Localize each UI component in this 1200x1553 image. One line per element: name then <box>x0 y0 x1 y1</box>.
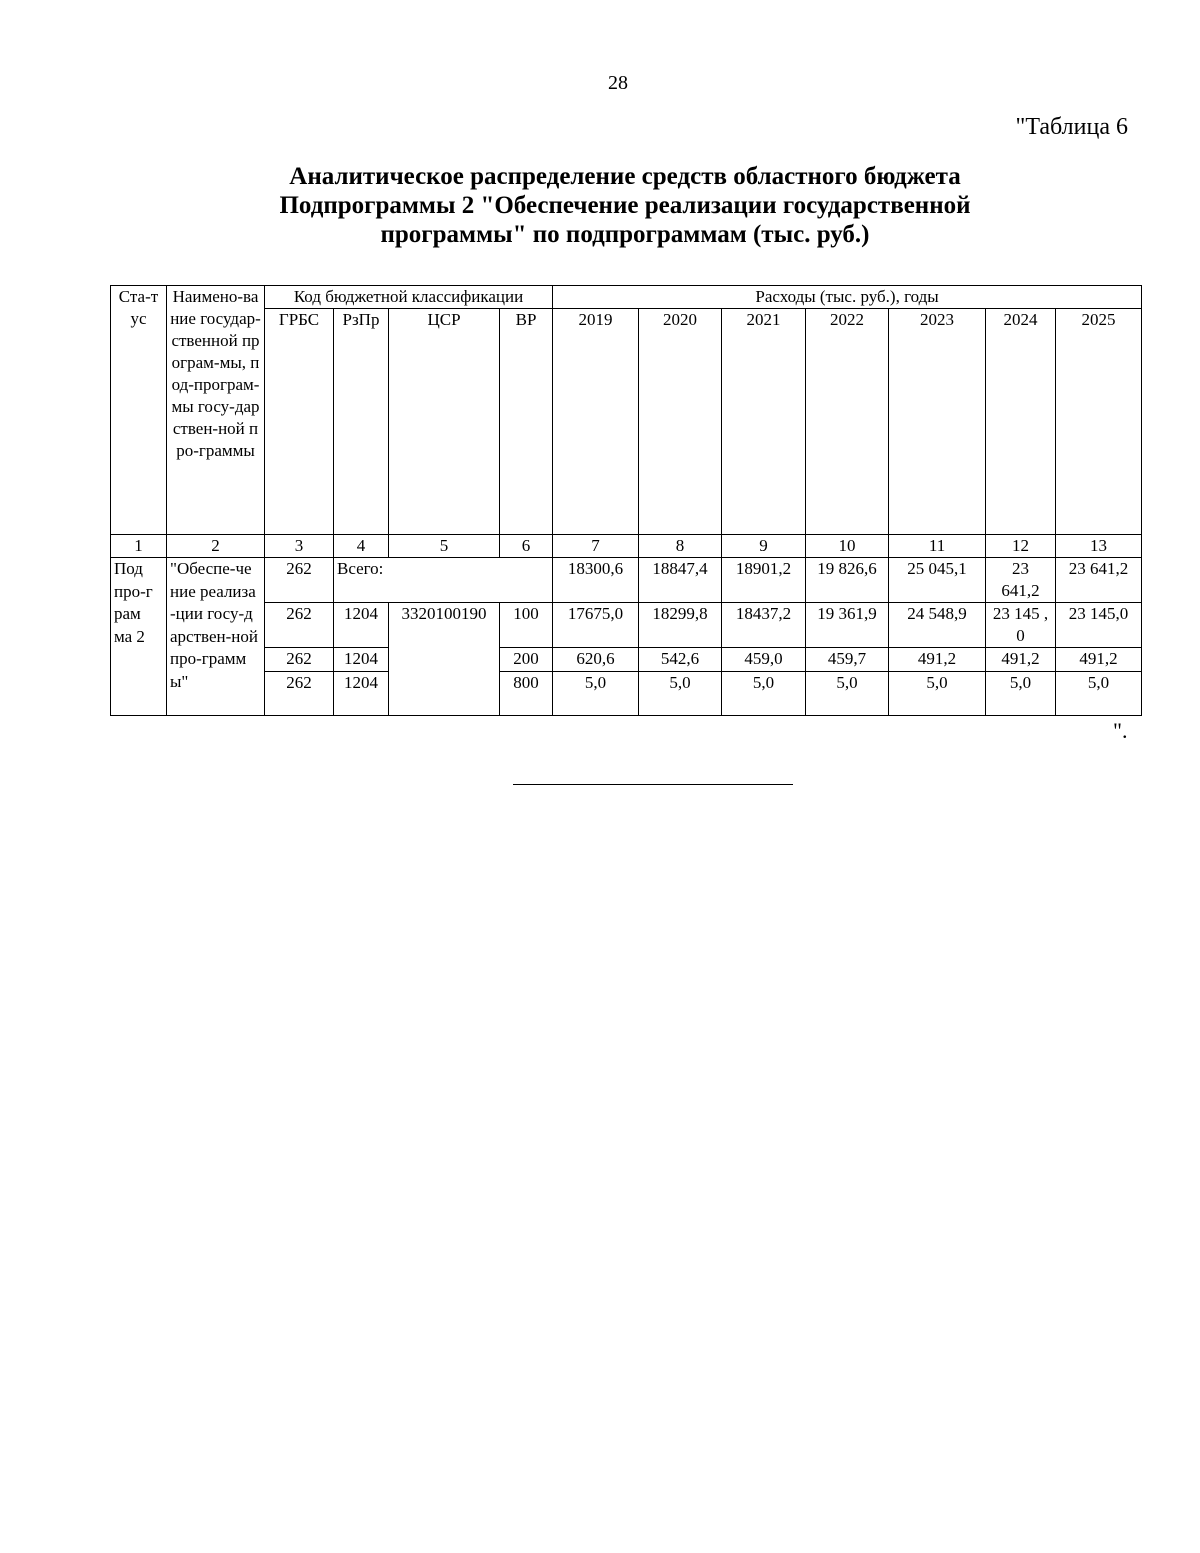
rzpr-cell: 1204 <box>334 603 389 648</box>
header-status: Ста-тус <box>111 286 167 535</box>
page-number: 28 <box>608 72 628 94</box>
column-number: 7 <box>553 535 639 558</box>
value-cell: 18299,8 <box>639 603 722 648</box>
value-cell: 542,6 <box>639 648 722 672</box>
value-cell: 18437,2 <box>722 603 806 648</box>
program-name-cell: "Обеспе-чение реализа-ции госу-дарствен-ной про-граммы" <box>167 558 265 716</box>
column-number: 13 <box>1056 535 1142 558</box>
title-line-3: программы" по подпрограммам (тыс. руб.) <box>380 221 870 248</box>
column-number: 6 <box>500 535 553 558</box>
rzpr-cell: 1204 <box>334 648 389 672</box>
value-cell: 491,2 <box>1056 648 1142 672</box>
grbs-cell: 262 <box>265 603 334 648</box>
header-year: 2025 <box>1056 309 1142 535</box>
value-cell: 19 826,6 <box>806 558 889 603</box>
value-cell: 5,0 <box>553 672 639 716</box>
column-number: 5 <box>389 535 500 558</box>
value-cell: 24 548,9 <box>889 603 986 648</box>
value-cell: 5,0 <box>986 672 1056 716</box>
table-caption: "Таблица 6 <box>1015 114 1128 140</box>
column-number: 2 <box>167 535 265 558</box>
closing-quote: ". <box>1113 718 1128 743</box>
column-number-row <box>111 535 1142 558</box>
value-cell: 25 045,1 <box>889 558 986 603</box>
header-year: 2019 <box>553 309 639 535</box>
header-budget-code: Код бюджетной классификации <box>265 286 553 309</box>
table-row <box>111 672 1142 716</box>
column-number: 11 <box>889 535 986 558</box>
grbs-cell: 262 <box>265 648 334 672</box>
value-cell: 5,0 <box>722 672 806 716</box>
value-cell: 5,0 <box>1056 672 1142 716</box>
table-row <box>111 603 1142 648</box>
vr-cell: 200 <box>500 648 553 672</box>
header-name: Наимено-вание государ-ственной програм-мы, под-програм-мы госу-дарствен-ной про-граммы <box>167 286 265 535</box>
csr-cell <box>389 648 500 672</box>
total-label: Всего: <box>334 558 553 603</box>
column-number: 9 <box>722 535 806 558</box>
header-row-2 <box>111 309 1142 535</box>
value-cell: 5,0 <box>639 672 722 716</box>
budget-table <box>110 285 1142 716</box>
header-year: 2021 <box>722 309 806 535</box>
value-cell: 23 641,2 <box>986 558 1056 603</box>
value-cell: 491,2 <box>889 648 986 672</box>
header-year: 2024 <box>986 309 1056 535</box>
value-cell: 19 361,9 <box>806 603 889 648</box>
column-number: 12 <box>986 535 1056 558</box>
rzpr-cell: 1204 <box>334 672 389 716</box>
document-title <box>110 162 1140 249</box>
header-year: 2020 <box>639 309 722 535</box>
grbs-cell: 262 <box>265 558 334 603</box>
header-csr: ЦСР <box>389 309 500 535</box>
column-number: 1 <box>111 535 167 558</box>
header-rzpr: РзПр <box>334 309 389 535</box>
header-grbs: ГРБС <box>265 309 334 535</box>
table-row-total <box>111 558 1142 603</box>
vr-cell: 100 <box>500 603 553 648</box>
vr-cell: 800 <box>500 672 553 716</box>
header-row-1 <box>111 286 1142 309</box>
column-number: 8 <box>639 535 722 558</box>
value-cell: 5,0 <box>806 672 889 716</box>
value-cell: 23 145,0 <box>1056 603 1142 648</box>
csr-cell <box>389 672 500 716</box>
header-vr: ВР <box>500 309 553 535</box>
table-row <box>111 648 1142 672</box>
column-number: 10 <box>806 535 889 558</box>
value-cell: 23 145 ,0 <box>986 603 1056 648</box>
column-number: 4 <box>334 535 389 558</box>
value-cell: 5,0 <box>889 672 986 716</box>
title-line-2: Подпрограммы 2 "Обеспечение реализации государственной <box>279 192 971 219</box>
value-cell: 620,6 <box>553 648 639 672</box>
value-cell: 491,2 <box>986 648 1056 672</box>
value-cell: 23 641,2 <box>1056 558 1142 603</box>
header-year: 2022 <box>806 309 889 535</box>
value-cell: 18847,4 <box>639 558 722 603</box>
title-line-1: Аналитическое распределение средств областного бюджета <box>289 163 961 190</box>
value-cell: 17675,0 <box>553 603 639 648</box>
value-cell: 459,7 <box>806 648 889 672</box>
column-number: 3 <box>265 535 334 558</box>
status-cell: Под про-грам ма 2 <box>111 558 167 716</box>
header-expenses: Расходы (тыс. руб.), годы <box>553 286 1142 309</box>
grbs-cell: 262 <box>265 672 334 716</box>
header-year: 2023 <box>889 309 986 535</box>
value-cell: 18300,6 <box>553 558 639 603</box>
footer-divider <box>513 784 793 785</box>
csr-cell: 3320100190 <box>389 603 500 648</box>
value-cell: 459,0 <box>722 648 806 672</box>
value-cell: 18901,2 <box>722 558 806 603</box>
